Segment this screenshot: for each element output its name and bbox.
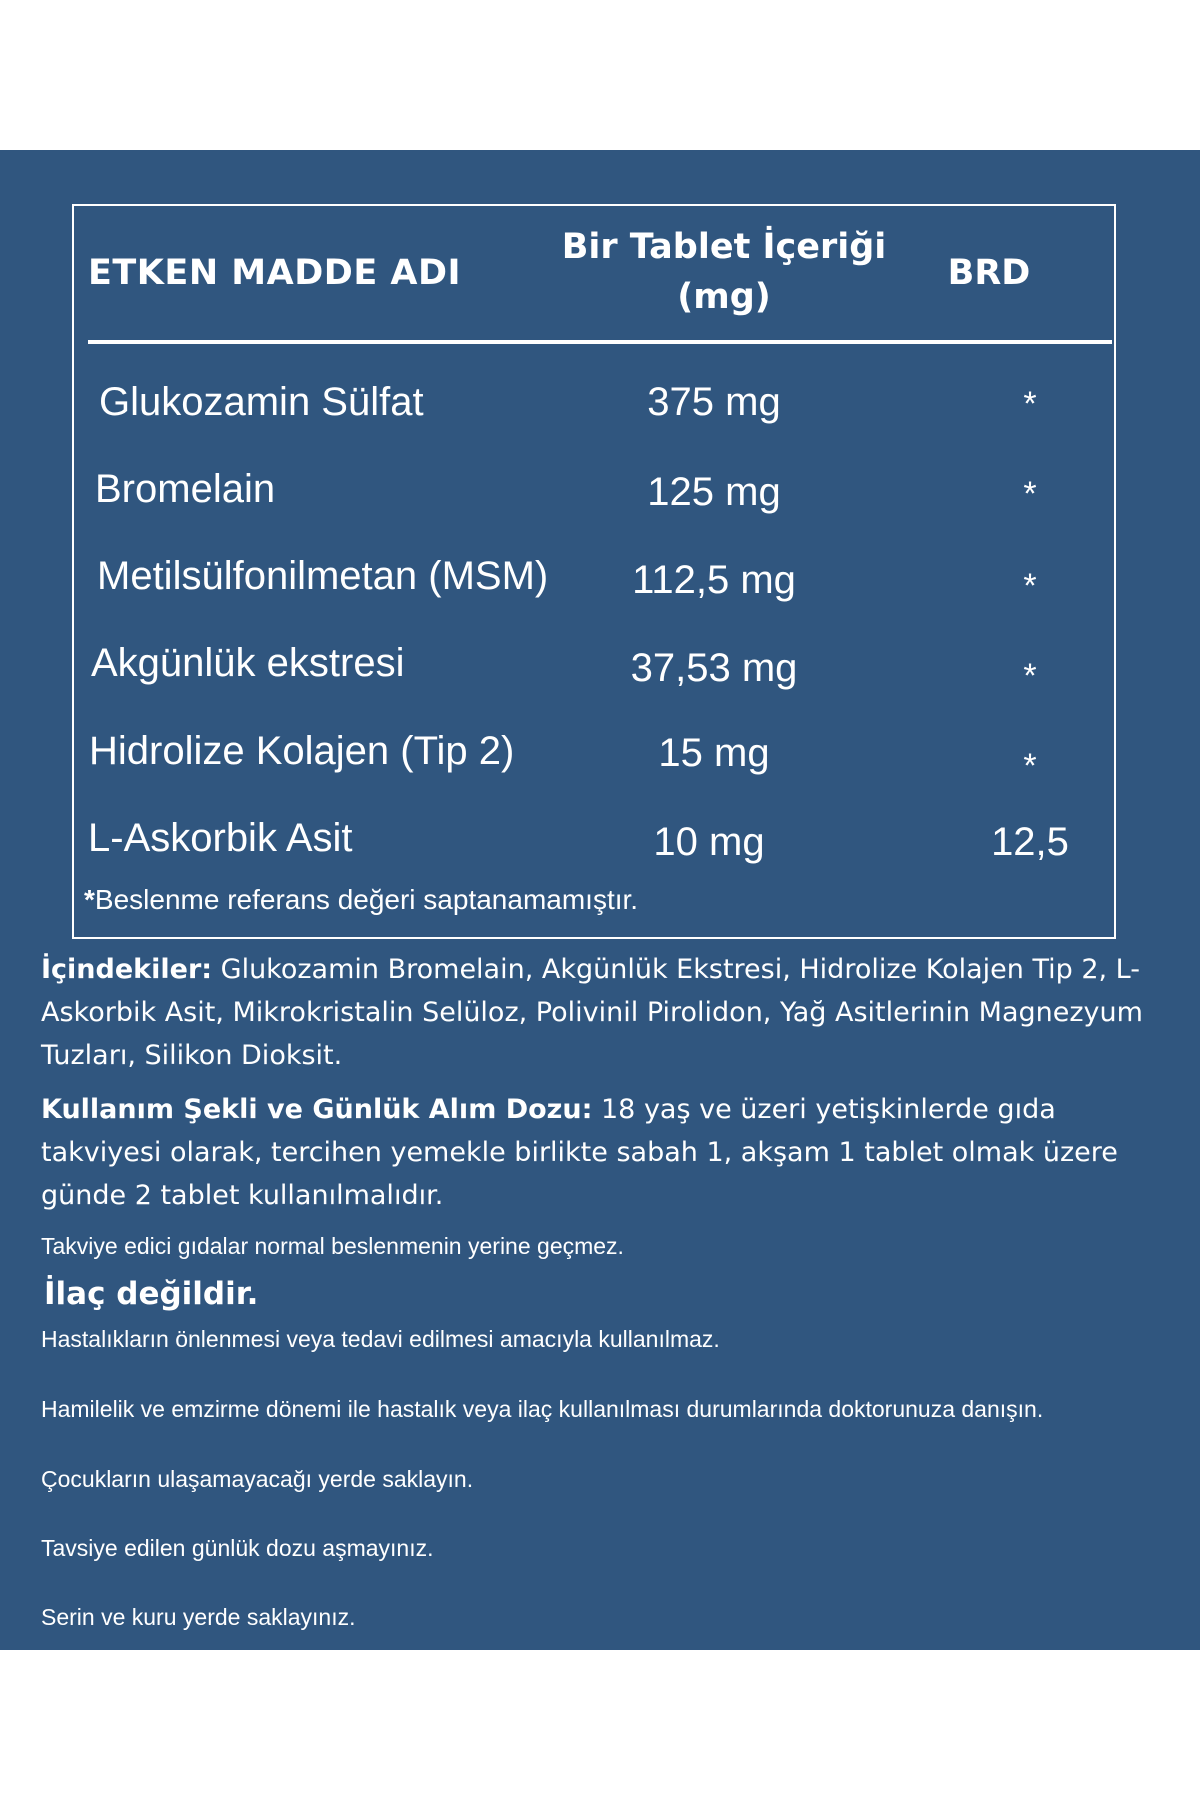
row-amount-bromelain: 125 mg xyxy=(647,470,781,514)
row-brd-msm: * xyxy=(1023,567,1037,605)
row-name-akgunluk: Akgünlük ekstresi xyxy=(91,641,405,685)
header-per-tablet-line1: Bir Tablet İçeriği xyxy=(561,227,887,267)
usage-text: 18 yaş ve üzeri yetişkinlerde gıda takviyesi olarak, tercihen yemekle birlikte sabah 1, akşam 1 tablet olmak üzere günde 2 tablet kullanılmalıdır. xyxy=(41,1094,1118,1211)
row-amount-kolajen: 15 mg xyxy=(658,731,770,775)
row-name-msm: Metilsülfonilmetan (MSM) xyxy=(97,554,549,598)
row-name-glukozamin: Glukozamin Sülfat xyxy=(99,380,424,424)
row-amount-glukozamin: 375 mg xyxy=(647,380,781,424)
header-active-ingredient: ETKEN MADDE ADI xyxy=(88,253,462,293)
row-name-bromelain: Bromelain xyxy=(95,467,276,511)
note-children: Çocukların ulaşamayacağı yerde saklayın. xyxy=(41,1466,474,1492)
row-brd-akgunluk: * xyxy=(1023,657,1037,695)
row-amount-msm: 112,5 mg xyxy=(632,558,796,602)
row-brd-kolajen: * xyxy=(1023,747,1037,785)
table-footnote xyxy=(84,882,638,918)
note-not-replacement: Takviye edici gıdalar normal beslenmenin yerine geçmez. xyxy=(41,1233,624,1259)
row-brd-bromelain: * xyxy=(1023,475,1037,513)
row-name-kolajen: Hidrolize Kolajen (Tip 2) xyxy=(89,729,515,773)
label-panel xyxy=(0,150,1200,1650)
row-brd-glukozamin: * xyxy=(1023,385,1037,423)
ingredients-label: İçindekiler: xyxy=(41,954,213,985)
header-brd: BRD xyxy=(947,253,1031,293)
footnote-mark: * xyxy=(84,884,95,915)
nutrition-table xyxy=(72,204,1116,939)
ingredients-text: Glukozamin Bromelain, Akgünlük Ekstresi, Hidrolize Kolajen Tip 2, L-Askorbik Asit, Mikrokristalin Selüloz, Polivinil Pirolidon, Yağ Asitlerinin Magnezyum Tuzları, Silikon Dioksit. xyxy=(41,954,1143,1071)
row-name-askorbik: L-Askorbik Asit xyxy=(88,816,353,860)
header-per-tablet-line2: (mg) xyxy=(677,277,771,317)
note-dose: Tavsiye edilen günlük dozu aşmayınız. xyxy=(41,1535,434,1561)
footnote-text: Beslenme referans değeri saptanamamıştır. xyxy=(94,884,639,915)
usage-paragraph xyxy=(41,1088,1171,1217)
not-drug-heading: İlaç değildir. xyxy=(44,1276,259,1312)
row-brd-askorbik: 12,5 xyxy=(991,820,1069,864)
usage-label: Kullanım Şekli ve Günlük Alım Dozu: xyxy=(41,1094,593,1125)
note-pregnancy: Hamilelik ve emzirme dönemi ile hastalık veya ilaç kullanılması durumlarında doktorunuza danışın. xyxy=(41,1396,1044,1422)
note-not-for-treatment: Hastalıkların önlenmesi veya tedavi edilmesi amacıyla kullanılmaz. xyxy=(41,1326,720,1352)
row-amount-askorbik: 10 mg xyxy=(653,820,765,864)
note-storage: Serin ve kuru yerde saklayınız. xyxy=(41,1604,356,1630)
header-divider xyxy=(88,340,1112,344)
ingredients-paragraph xyxy=(41,948,1171,1077)
row-amount-akgunluk: 37,53 mg xyxy=(630,646,798,690)
header-per-tablet xyxy=(544,222,904,322)
